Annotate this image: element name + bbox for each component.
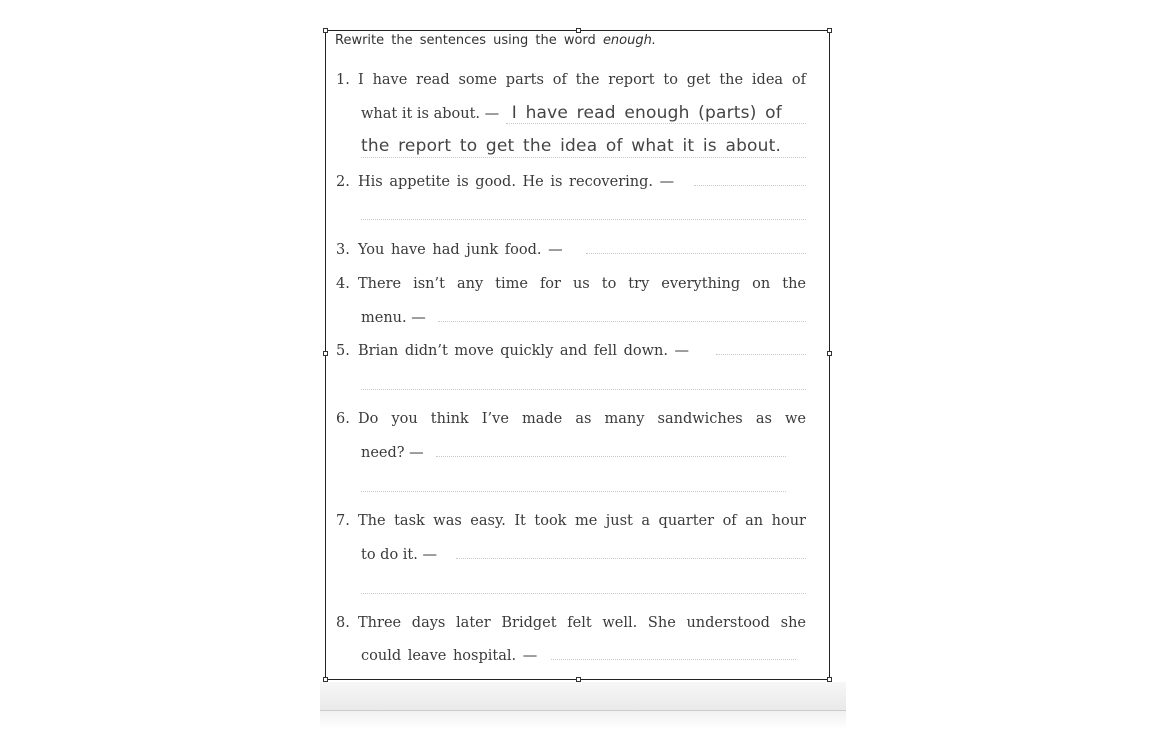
resize-handle-middle-left[interactable] [323,351,328,356]
item-1-answer-part-1: I have read enough (parts) of [511,103,782,123]
item-1-line-2: what it is about. — I have read enough (parts) of [361,103,782,123]
item-1-line-1: 1. I have read some parts of the report to get the idea of [336,72,806,88]
resize-handle-middle-right[interactable] [827,351,832,356]
resize-handle-top-left[interactable] [323,28,328,33]
answer-rule [361,389,806,390]
item-7-line-2: to do it. — [361,547,437,563]
item-8-line-2: could leave hospital. — [361,648,538,664]
item-8-line-1: 8. Three days later Bridget felt well. She understood she [336,615,806,631]
item-3-line-1: 3. You have had junk food. — [336,242,563,258]
answer-rule [456,558,806,559]
item-1-answer-part-2: the report to get the idea of what it is about. [361,136,782,156]
resize-handle-top-right[interactable] [827,28,832,33]
item-2-line-1: 2. His appetite is good. He is recovering. — [336,174,675,190]
answer-rule [438,321,806,322]
answer-rule [716,354,806,355]
item-7-line-1: 7. The task was easy. It took me just a quarter of an hour [336,513,806,529]
canvas-shadow [320,710,846,730]
answer-rule [361,491,786,492]
instruction-keyword: enough. [602,33,656,48]
document-canvas-edge [320,682,846,711]
answer-rule [586,253,806,254]
instruction-title: Rewrite the sentences using the word enough. [335,33,656,48]
answer-rule [551,659,796,660]
answer-rule [694,185,806,186]
answer-rule [361,157,806,158]
item-5-line-1: 5. Brian didn’t move quickly and fell down. — [336,343,690,359]
item-4-line-1: 4. There isn’t any time for us to try everything on the [336,276,806,292]
item-6-line-1: 6. Do you think I’ve made as many sandwiches as we [336,411,806,427]
answer-rule [506,123,806,124]
item-6-line-2: need? — [361,445,424,461]
answer-rule [361,593,806,594]
answer-rule [361,219,806,220]
item-4-line-2: menu. — [361,310,426,326]
answer-rule [436,456,786,457]
worksheet-image[interactable] [325,30,830,680]
